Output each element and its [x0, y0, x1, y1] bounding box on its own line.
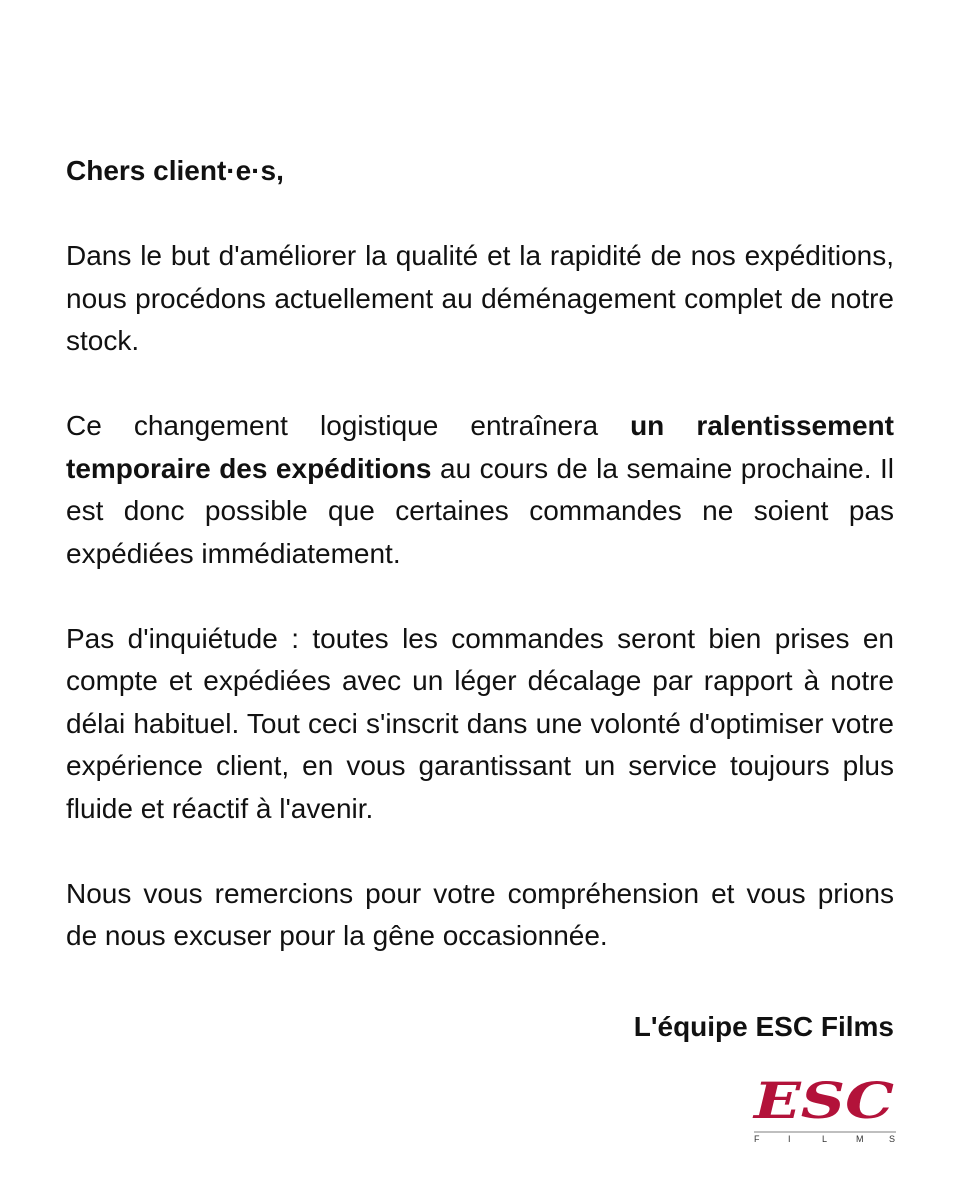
paragraph-4: Nous vous remercions pour votre compréhension et vous prions de nous excuser pour la gêne occasionnée.	[66, 877, 894, 951]
logo-sub-letter: M	[856, 1134, 864, 1144]
paragraph-2-emphasis: un ralentissement temporaire des expéditions	[66, 410, 894, 484]
paragraph-2-rest: au cours de la semaine prochaine. Il est donc possible que certaines commandes ne soient pas expédiées immédiatement.	[66, 452, 894, 569]
signature: L'équipe ESC Films	[633, 1011, 894, 1042]
logo-main-text: ESC	[752, 1074, 895, 1130]
logo-sub-letter: F	[754, 1134, 760, 1144]
paragraph-2	[66, 405, 894, 575]
logo-sub-letter: I	[788, 1134, 791, 1144]
logo-sub-letters	[754, 1134, 895, 1144]
greeting: Chers client·e·s,	[66, 155, 284, 186]
paragraph-1: Dans le but d'améliorer la qualité et la rapidité de nos expéditions, nous procédons actuellement au déménagement complet de notre stock.	[66, 240, 894, 356]
logo-sub-letter: L	[822, 1134, 828, 1144]
paragraph-3: Pas d'inquiétude : toutes les commandes seront bien prises en compte et expédiées avec un léger décalage par rapport à notre délai habituel. Tout ceci s'inscrit dans une volonté d'optimiser votre expérience client, en vous garantissant un service toujours plus fluide et réactif à l'avenir.	[66, 622, 894, 824]
logo-sub-letter: S	[889, 1134, 896, 1144]
esc-films-logo	[752, 1074, 898, 1144]
paragraph-2-intro: Ce changement logistique entraînera	[66, 410, 631, 441]
letter-body	[66, 150, 894, 958]
